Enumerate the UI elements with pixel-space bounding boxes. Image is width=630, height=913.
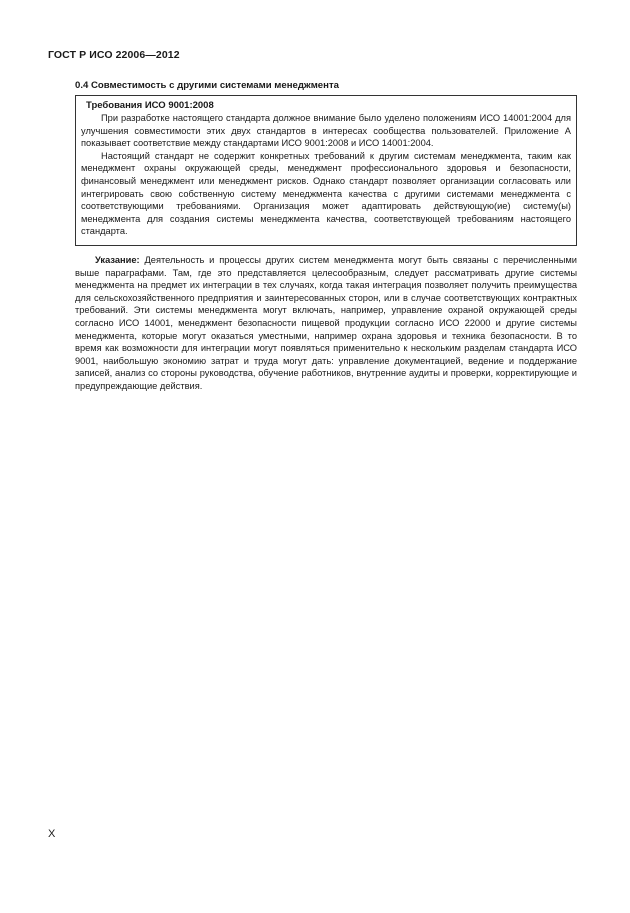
section-title: 0.4 Совместимость с другими системами менеджмента (75, 80, 339, 91)
note-section (75, 254, 577, 393)
note-text: Деятельность и процессы других систем менеджмента могут быть связаны с перечисленными выше параграфами. Там, где это представляется целесообразным, следует рассматривать другие системы менеджмента на предмет их интеграции в тех случаях, когда такая интеграция позволяет получить преимущества для сельскохозяйственного предприятия и заинтересованных сторон, или в случае соответствующих контрактных требований. Эти системы менеджмента могут включать, например, управление охраной окружающей среды согласно ИСО 14001, менеджмент безопасности пищевой продукции согласно ИСО 22000 и другие системы менеджмента, которые могут оказаться уместными, например охрана здоровья и техника безопасности. В то время как возможности для интеграции могут появляться применительно к нескольким разделам стандарта ИСО 9001, наибольшую экономию затрат и труда могут дать: управление документацией, ведение и поддержание записей, анализ со стороны руководства, обучение работников, внутренние аудиты и проверки, корректирующие и предупреждающие действия. (75, 255, 577, 391)
requirements-paragraph: Настоящий стандарт не содержит конкретных требований к другим системам менеджмента, таким как менеджмент охраны окружающей среды, менеджмент профессионального здоровья и безопасности, финансовый менеджмент или менеджмент рисков. Однако стандарт позволяет организации согласовать или интегрировать свою собственную систему менеджмента качества с другими системами менеджмента с соответствующими требованиями. Организация может адаптировать действующую(ие) систему(ы) менеджмента для создания системы менеджмента качества, соответствующей требованиям настоящего стандарта. (81, 150, 571, 237)
note-label: Указание: (95, 255, 140, 265)
document-header: ГОСТ Р ИСО 22006—2012 (48, 49, 180, 61)
page-number: X (48, 828, 56, 840)
requirements-box-title: Требования ИСО 9001:2008 (86, 100, 214, 111)
requirements-paragraph: При разработке настоящего стандарта должное внимание было уделено положениям ИСО 14001:2004 для улучшения совместимости этих двух стандартов в интересах сообщества пользователей. Приложение А показывает соответствие между стандартами ИСО 9001:2008 и ИСО 14001:2004. (81, 113, 571, 149)
requirements-box (75, 95, 577, 246)
note-paragraph (75, 254, 577, 393)
